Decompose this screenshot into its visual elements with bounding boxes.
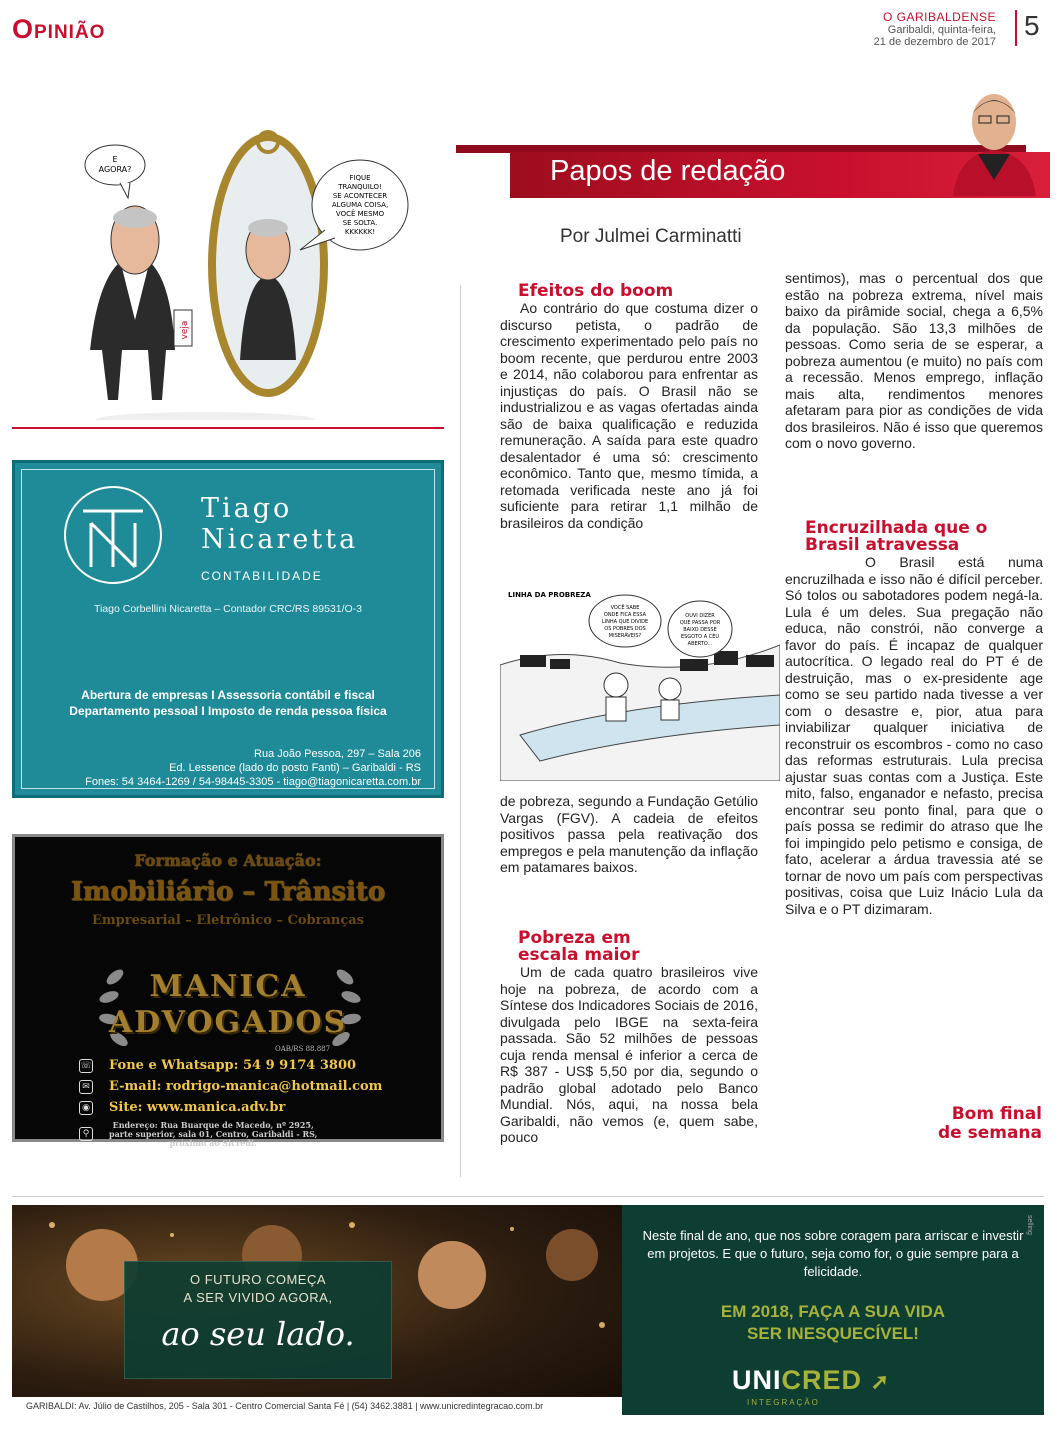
ad2-address-line1: Endereço: Rua Buarque de Macedo, nº 2925,: [112, 1119, 314, 1130]
section-title: Opinião: [12, 14, 106, 44]
ad-slogan: [634, 1301, 1032, 1345]
cartoon-bubble2-line6: SE SOLTA.: [342, 219, 378, 227]
strip-bubble1-line4: OS POBRES DOS: [604, 626, 646, 632]
ad-credential: Tiago Corbellini Nicaretta – Contador CRC/RS 89531/O-3: [93, 603, 363, 615]
article-col2-top: [785, 270, 1043, 452]
paper-name: O GARIBALDENSE: [882, 10, 996, 24]
sign-off: [938, 1105, 1042, 1143]
ad-quote-line2: A SER VIVIDO AGORA,: [183, 1290, 333, 1305]
column-title: Papos de redação: [550, 155, 786, 187]
unicred-logo-sub: INTEGRAÇÃO: [747, 1398, 820, 1407]
ad2-oab: OAB/RS 88.887: [275, 1045, 331, 1053]
ad-address-line1: Rua João Pessoa, 297 – Sala 206: [254, 748, 421, 760]
ad2-address: [109, 1121, 317, 1148]
ad2-phone: Fone e Whatsapp: 54 9 9174 3800: [109, 1058, 357, 1073]
ad2-site-row[interactable]: [79, 1097, 429, 1118]
ad-manica[interactable]: [12, 834, 444, 1148]
ad-brand-line2: Nicaretta: [201, 524, 359, 555]
logo-part-cred: CRED: [781, 1365, 863, 1395]
ad2-address-line3: próximo ao Sicredi.: [169, 1137, 257, 1148]
paragraph-pobreza-cont: sentimos), mas o percentual dos que estão na pobreza extrema, nível mais baixo da pirâmide social, chega a 6,5% da população. São 13,3 milhões de pessoas. Como seria de se esperar, a pobreza aumentou (e muito) no país com a recessão. Menos emprego, inflação mais alta, rendimentos menores afetaram para pior as condições de vida dos brasileiros. Não é isso que queremos com o novo governo.: [785, 270, 1043, 451]
logo-part-uni: UNI: [732, 1365, 782, 1395]
ad2-firm-line1: MANICA: [149, 969, 307, 1004]
ad2-sub: Empresarial – Eletrônico – Cobranças: [92, 913, 364, 928]
unicred-logo: [732, 1365, 890, 1396]
ad2-big: Imobiliário – Trânsito: [70, 877, 386, 907]
dateline-1: Garibaldi, quinta-feira,: [887, 24, 996, 36]
page-separator: [1015, 10, 1017, 46]
ad2-address-row: [79, 1118, 429, 1150]
paragraph-encruzilhada: O Brasil está numa encruzilhada e isso não é difícil perceber. Só tolos ou sabotadores podem negá-la. Lula é um deles. Sua pregação não educa, não constrói, não converge a favor do país. É incapaz de qualquer autocrítica. O legado real do PT é de destruição, mas o ex-presidente age como se seu partido nada tivesse a ver com o desastre e, pior, atua para inviabilizar qualquer iniciativa de reconstruir os escombros - como no caso das reformas estruturais. Lula precisa ajustar suas contas com a Justiça. Este mito, falso, enganador e nefasto, precisa encontrar seu ponto final, para que o país possa se redimir do atraso que lhe foi impingido pelo petismo e consiga, de fato, acelerar a árdua travessia até se tornar de novo um país com perspectivas positivas, coisa que Luiz Inácio Lula da Silva e o PT dizimaram.: [785, 554, 1043, 917]
paragraph-efeitos: Ao contrário do que costuma dizer o discurso petista, o padrão de crescimento experimentado pelo país no boom recente, que perdurou entre 2003 e 2014, não colaborou para enfrentar as injustiças do país. O Brasil não se industrializou e as vagas ofertadas ainda são de baixa qualificação e reduzida remuneração. A saída para este quadro desalentador é uma só: crescimento econômico. Tanto que, mesmo tímida, a retomada verificada neste ano já foi suficiente para retirar 1,1 milhão de brasileiros da condição: [500, 300, 758, 531]
article-col1-bottom: [500, 930, 758, 1146]
paragraph-pobreza: Um de cada quatro brasileiros vive hoje na pobreza, de acordo com a Síntese dos Indicadores Sociais de 2016, divulgada pelo IBGE na sexta-feira passada. São 52 milhões de pessoas cuja renda mensal é inferior a cerca de R$ 387 - US$ 5,50 por dia, segundo o padrão global adotado pelo Banco Mundial. Nós, aqui, na nossa bela Garibaldi, não vemos (e, quem sabe, pouco: [500, 964, 758, 1145]
agency-credit: selling: [1026, 1215, 1033, 1235]
ad2-contacts: [79, 1055, 429, 1150]
ad2-address-line2: parte superior, sala 01, Centro, Garibaldi - RS,: [109, 1128, 318, 1139]
ad2-site: Site: www.manica.adv.br: [109, 1100, 286, 1115]
article-col2-bottom: [785, 520, 1043, 917]
logo-arrow-icon: ➚: [870, 1369, 890, 1394]
strip-bubble2-line1: OUVI DIZER: [685, 613, 715, 619]
article-col1-top: [500, 283, 758, 531]
ad-slogan-line2: SER INESQUECÍVEL!: [747, 1324, 919, 1343]
cartoon-bubble2-line1: FIQUE: [349, 174, 371, 182]
heading-encruzilhada: Encruzilhada que o Brasil atravessa: [805, 518, 988, 555]
editorial-cartoon: [60, 120, 420, 420]
cartoon-bubble2-line3: SE ACONTECER: [332, 192, 388, 200]
ad-services: [15, 687, 441, 719]
sign-off-line1: Bom final: [951, 1104, 1042, 1124]
ad-services-line1: Abertura de empresas I Assessoria contábil e fiscal: [81, 688, 375, 702]
ad-brand-line1: Tiago: [201, 493, 293, 524]
cartoon-bubble1-line2: AGORA?: [98, 165, 132, 174]
strip-bubble1-line5: MISERÁVEIS?: [608, 633, 642, 639]
sign-off-line2: de semana: [937, 1123, 1042, 1143]
strip-bubble1-line3: LINHA QUE DIVIDE: [601, 619, 649, 625]
ad2-email-row[interactable]: [79, 1076, 429, 1097]
cartoon-bubble2-line5: VOCÊ MESMO: [335, 210, 385, 218]
strip-title: LINHA DA PROBREZA: [508, 591, 591, 599]
ad-message: Neste final de ano, que nos sobre coragem para arriscar e investir em projetos. E que o futuro, seja como for, o guie sempre para a felicidade.: [642, 1228, 1024, 1279]
ad-brand-subtitle: CONTABILIDADE: [201, 569, 323, 583]
strip-bubble1-line1: VOCÊ SABE: [610, 605, 640, 611]
ad-nicaretta[interactable]: [12, 460, 444, 798]
strip-bubble2-line5: ABERTO...: [687, 641, 713, 647]
cartoon-bubble2-line2: TRANQUILO!: [338, 183, 382, 191]
whatsapp-icon: ☏: [80, 1060, 92, 1071]
ad-address-line2: Ed. Lessence (lado do posto Fanti) – Garibaldi - RS: [169, 762, 421, 774]
ad-services-line2: Departamento pessoal I Imposto de renda pessoa física: [69, 704, 387, 718]
email-icon: ✉: [79, 1080, 93, 1094]
column-rule: [460, 285, 461, 1177]
strip-bubble1-line2: ONDE FICA ESSA: [603, 612, 647, 618]
ad-quote: [124, 1271, 392, 1307]
strip-bubble2-line4: ESGOTO A CÉU: [680, 634, 720, 640]
ad2-firm-line2: ADVOGADOS: [108, 1005, 348, 1040]
paragraph-efeitos-cont: de pobreza, segundo a Fundação Getúlio Vargas (FGV). A cadeia de efeitos positivos passa pela reativação dos empregos e pela manutenção da inflação em patamares baixos.: [500, 793, 758, 875]
unicred-ad[interactable]: [12, 1205, 1044, 1415]
tn-monogram-logo: [61, 483, 165, 587]
cartoon-bubble1-line1: E: [112, 155, 118, 164]
ad2-head: Formação e Atuação:: [134, 851, 322, 870]
author-photo: [948, 84, 1040, 196]
globe-icon: ◉: [79, 1101, 93, 1115]
ad-brand-name: [201, 493, 358, 555]
heading-pobreza: Pobreza em escala maior: [518, 928, 640, 965]
masthead: [874, 10, 996, 48]
strip-bubble2-line3: BAIXO DESSE: [683, 627, 717, 633]
ad-slogan-line1: EM 2018, FAÇA A SUA VIDA: [720, 1302, 946, 1321]
column-byline: Por Julmei Carminatti: [560, 226, 742, 247]
ad-footer: GARIBALDI: Av. Júlio de Castilhos, 205 - Sala 301 - Centro Comercial Santa Fé | (54) 3462.3881 | www.unicredintegracao.com.br: [12, 1397, 622, 1415]
ad-quote-line1: O FUTURO COMEÇA: [189, 1272, 327, 1287]
heading-efeitos: Efeitos do boom: [518, 281, 674, 301]
cartoon-bubble2-line4: ALGUMA COISA,: [331, 201, 389, 209]
ad2-email: E-mail: rodrigo-manica@hotmail.com: [109, 1079, 383, 1094]
cartoon-book-label: veja: [180, 320, 190, 340]
strip-bubble2-line2: QUE PASSA POR: [679, 620, 721, 626]
dateline-2: 21 de dezembro de 2017: [873, 36, 996, 48]
bottom-divider: [12, 1196, 1044, 1197]
ad2-phone-row[interactable]: [79, 1055, 429, 1076]
ad-phones: Fones: 54 3464-1269 / 54-98445-3305 - tiago@tiagonicaretta.com.br: [85, 776, 421, 788]
poverty-line-cartoon: [500, 585, 780, 781]
article-col1-continued: [500, 793, 758, 876]
ad-quote-script: ao seu lado.: [161, 1315, 355, 1353]
page-number: 5: [1024, 10, 1040, 41]
location-pin-icon: ⚲: [79, 1127, 93, 1141]
ad-address: [85, 747, 421, 789]
cartoon-bubble2-line7: KKKKKK!: [344, 228, 376, 236]
section-divider: [12, 427, 444, 429]
